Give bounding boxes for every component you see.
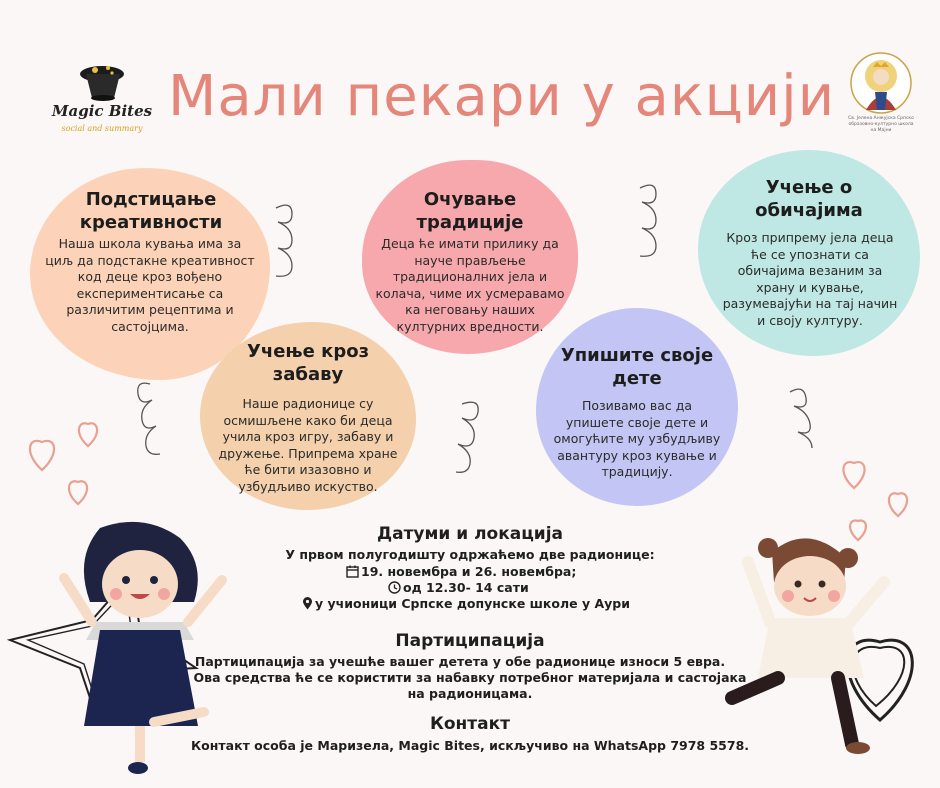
participation-heading: Партиципација xyxy=(395,631,545,651)
dates-days-row xyxy=(346,564,576,581)
brand-name: Magic Bites xyxy=(51,102,153,120)
card-text: Позивамо вас да упишете своје дете и омогућите му узбудљиву авантуру кроз кување и традицију. xyxy=(553,398,721,479)
dates-place: у учионици Српске допунске школе у Аури xyxy=(315,596,631,611)
participation-line-3: на радионицама. xyxy=(407,686,533,701)
card-customs xyxy=(698,150,920,356)
card-text: Наша школа кувања има за циљ да подстакне креативност код деце кроз вођено експериментисање са различитим рецептима и састојцима. xyxy=(45,236,255,334)
card-title: Очување традиције xyxy=(416,189,524,233)
dates-heading: Датуми и локација xyxy=(376,524,564,544)
card-text: Деца ће имати прилику да науче прављење традиционалних јела и колача, чиме их усмеравамо ка неговању наших културних вредности. xyxy=(375,236,565,334)
brand-tagline: social and summary xyxy=(61,124,143,133)
participation-line-1: Партиципација за учешће вашег детета у обе радионице износи 5 евра. xyxy=(194,654,726,669)
contact-text: Контакт особа је Маризела, Magic Bites, искључиво на WhatsApp 7978 5578. xyxy=(190,738,750,753)
participation-line-2: Ова средства ће се користити за набавку потребног материјала и састојака xyxy=(193,670,747,685)
card-title: Учење кроз забаву xyxy=(246,341,370,385)
contact-heading: Контакт xyxy=(429,714,511,734)
card-title: Подстицање креативности xyxy=(79,189,223,233)
dates-intro: У првом полугодишту одржаћемо две радионице: xyxy=(285,547,655,562)
page-title: Мали пекари у акцији xyxy=(168,64,836,129)
card-title: Учење о обичајима xyxy=(755,177,863,221)
card-enroll xyxy=(536,308,738,506)
card-text: Кроз припрему јела деца ће се упознати са обичајима везаним за храну и кување, разумевајући на тај начин и своју културу. xyxy=(722,230,898,328)
card-text: Наше радионице су осмишљене како би деца учила кроз игру, забаву и дружење. Припрема хране ће бити изазовно и узбудљиво искуство. xyxy=(218,396,398,494)
dates-place-row xyxy=(302,596,630,613)
location-pin-icon xyxy=(302,597,313,613)
dates-time: од 12.30- 14 сати xyxy=(403,580,529,595)
card-tradition xyxy=(362,160,578,354)
card-fun xyxy=(200,322,416,510)
card-title: Упишите своје дете xyxy=(560,345,714,389)
clock-icon xyxy=(388,581,401,597)
calendar-icon xyxy=(346,565,359,581)
dates-time-row xyxy=(388,580,529,597)
dates-days: 19. новембра и 26. новембра; xyxy=(361,564,577,579)
seal-caption: Св. Јелена Анжујска Српско образовно-културно школа на Мајни xyxy=(848,116,914,133)
